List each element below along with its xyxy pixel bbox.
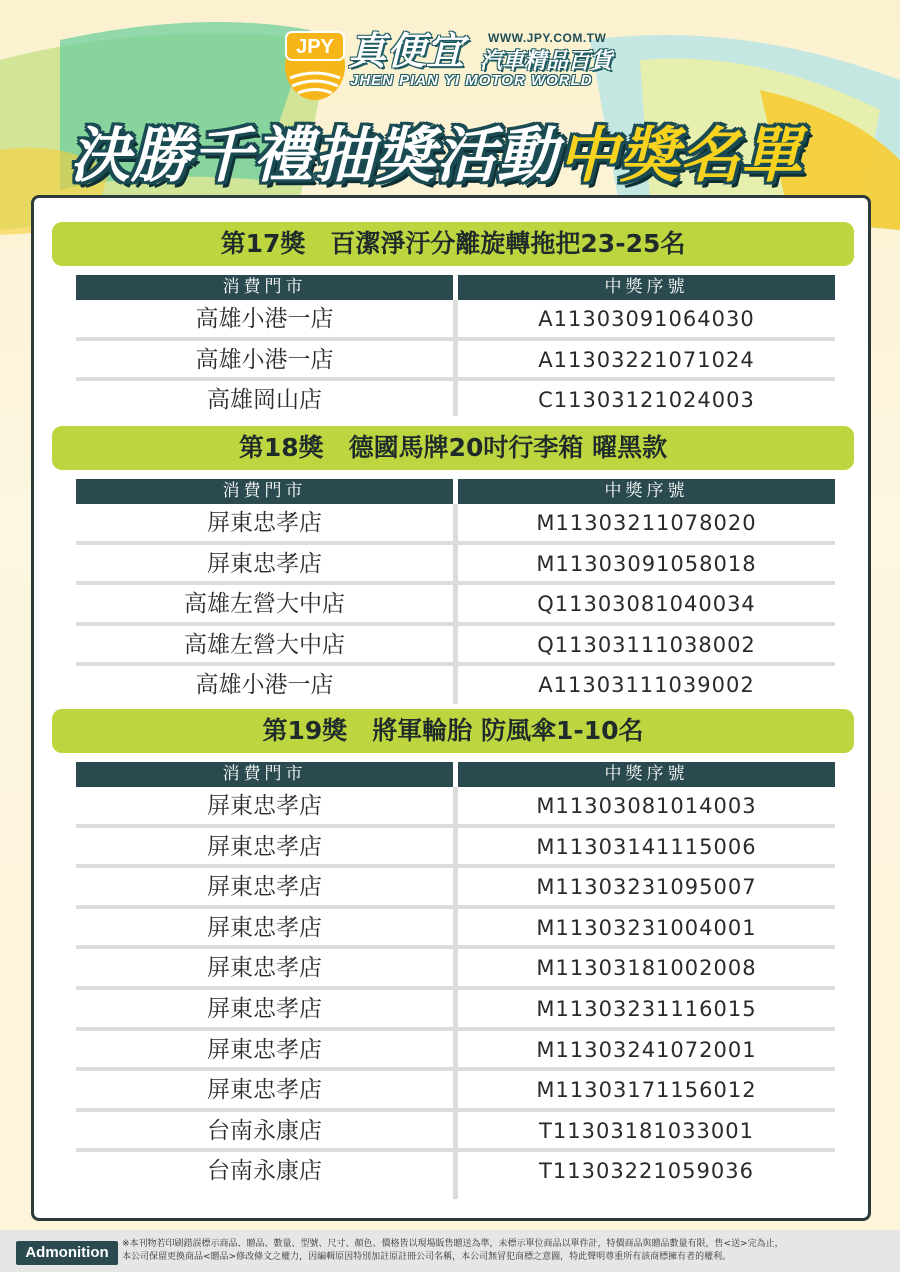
table-row bbox=[76, 949, 835, 990]
table-row bbox=[76, 626, 835, 667]
column-header-serial: 中獎序號 bbox=[458, 275, 835, 300]
table-row bbox=[76, 1112, 835, 1153]
column-header-serial: 中獎序號 bbox=[458, 762, 835, 787]
serial-cell: A11303221071024 bbox=[538, 347, 755, 372]
disclaimer-line-2: 本公司保留更換商品<贈品>修改條文之權力，因編輯原因特別加註原註冊公司名稱，本公司無冒犯商標之意圖，特此聲明尊重所有該商標擁有者的權利。 bbox=[122, 1252, 732, 1262]
table-row bbox=[76, 504, 835, 545]
serial-cell: M11303141115006 bbox=[536, 834, 757, 859]
serial-cell: A11303091064030 bbox=[538, 307, 755, 331]
serial-cell: T11303221059036 bbox=[539, 1159, 754, 1184]
serial-cell: M11303091058018 bbox=[536, 551, 757, 576]
table-row bbox=[76, 787, 835, 828]
store-cell: 屏東忠孝店 bbox=[207, 955, 322, 982]
column-header-store: 消費門市 bbox=[76, 275, 453, 300]
table-row bbox=[76, 381, 835, 422]
serial-cell: M11303231095007 bbox=[536, 875, 757, 900]
table-row bbox=[76, 1071, 835, 1112]
serial-cell: M11303171156012 bbox=[536, 1078, 757, 1103]
table-row bbox=[76, 300, 835, 341]
store-cell: 屏東忠孝店 bbox=[207, 550, 322, 577]
store-cell: 屏東忠孝店 bbox=[207, 874, 322, 901]
table-row bbox=[76, 545, 835, 586]
store-cell: 屏東忠孝店 bbox=[207, 510, 322, 536]
store-cell: 屏東忠孝店 bbox=[207, 1036, 322, 1063]
table-row bbox=[76, 341, 835, 382]
store-cell: 台南永康店 bbox=[207, 1158, 322, 1185]
table-row bbox=[76, 1031, 835, 1072]
disclaimer-line-1: ※本刊物若印刷錯誤標示商品、贈品、數量、型號、尺寸、顏色、價格皆以現場販售贈送為準，未標示單位商品以單件計，特價商品與贈品數量有限，售<送>完為止， bbox=[122, 1239, 784, 1249]
serial-cell: M11303081014003 bbox=[536, 794, 757, 818]
table-row bbox=[76, 585, 835, 626]
serial-cell: Q11303111038002 bbox=[537, 632, 756, 657]
section-title-prize-18: 第18獎 德國馬牌20吋行李箱 曜黑款 bbox=[52, 426, 854, 470]
section-title-prize-19: 第19獎 將軍輪胎 防風傘1-10名 bbox=[52, 709, 854, 753]
headline-part-1: 決勝千禮抽獎活動 bbox=[70, 121, 558, 191]
store-cell: 屏東忠孝店 bbox=[207, 793, 322, 819]
store-cell: 屏東忠孝店 bbox=[207, 833, 322, 860]
store-cell: 高雄小港一店 bbox=[195, 672, 334, 699]
brand-url: WWW.JPY.COM.TW bbox=[488, 31, 607, 45]
store-cell: 屏東忠孝店 bbox=[207, 1077, 322, 1104]
disclaimer-text bbox=[122, 1238, 892, 1264]
column-header-store: 消費門市 bbox=[76, 479, 453, 504]
page-title bbox=[70, 108, 860, 191]
store-cell: 高雄左營大中店 bbox=[184, 631, 345, 658]
brand-name: 真便宜 bbox=[348, 29, 466, 73]
serial-cell: Q11303081040034 bbox=[537, 592, 756, 617]
store-cell: 高雄小港一店 bbox=[195, 346, 334, 373]
column-header-serial: 中獎序號 bbox=[458, 479, 835, 504]
logo-text: JPY bbox=[296, 36, 334, 58]
store-cell: 台南永康店 bbox=[207, 1117, 322, 1144]
table-row bbox=[76, 666, 835, 707]
store-cell: 高雄岡山店 bbox=[207, 387, 322, 414]
serial-cell: M11303231004001 bbox=[536, 915, 757, 940]
winner-list-card bbox=[31, 195, 871, 1221]
table-row bbox=[76, 868, 835, 909]
admonition-label: Admonition bbox=[16, 1241, 118, 1265]
serial-cell: M11303241072001 bbox=[536, 1037, 757, 1062]
serial-cell: M11303211078020 bbox=[536, 511, 757, 535]
section-title-prize-17: 第17獎 百潔淨汙分離旋轉拖把23-25名 bbox=[52, 222, 854, 266]
headline-part-2: 中獎名單 bbox=[558, 121, 802, 191]
serial-cell: T11303181033001 bbox=[539, 1118, 754, 1143]
serial-cell: M11303181002008 bbox=[536, 956, 757, 981]
brand-english-name: JHEN PIAN YI MOTOR WORLD bbox=[350, 72, 593, 89]
table-row bbox=[76, 1152, 835, 1193]
column-header-store: 消費門市 bbox=[76, 762, 453, 787]
store-cell: 屏東忠孝店 bbox=[207, 914, 322, 941]
serial-cell: A11303111039002 bbox=[538, 673, 755, 698]
store-cell: 屏東忠孝店 bbox=[207, 996, 322, 1022]
serial-cell: C11303121024003 bbox=[538, 388, 755, 413]
store-cell: 高雄左營大中店 bbox=[184, 591, 345, 618]
table-row bbox=[76, 990, 835, 1031]
table-row bbox=[76, 909, 835, 950]
table-row bbox=[76, 828, 835, 869]
store-cell: 高雄小港一店 bbox=[195, 306, 334, 332]
jpy-logo-icon bbox=[282, 18, 348, 102]
serial-cell: M11303231116015 bbox=[536, 997, 757, 1021]
footer-admonition bbox=[0, 1230, 900, 1272]
brand-subtitle: 汽車精品百貨 bbox=[480, 49, 613, 74]
